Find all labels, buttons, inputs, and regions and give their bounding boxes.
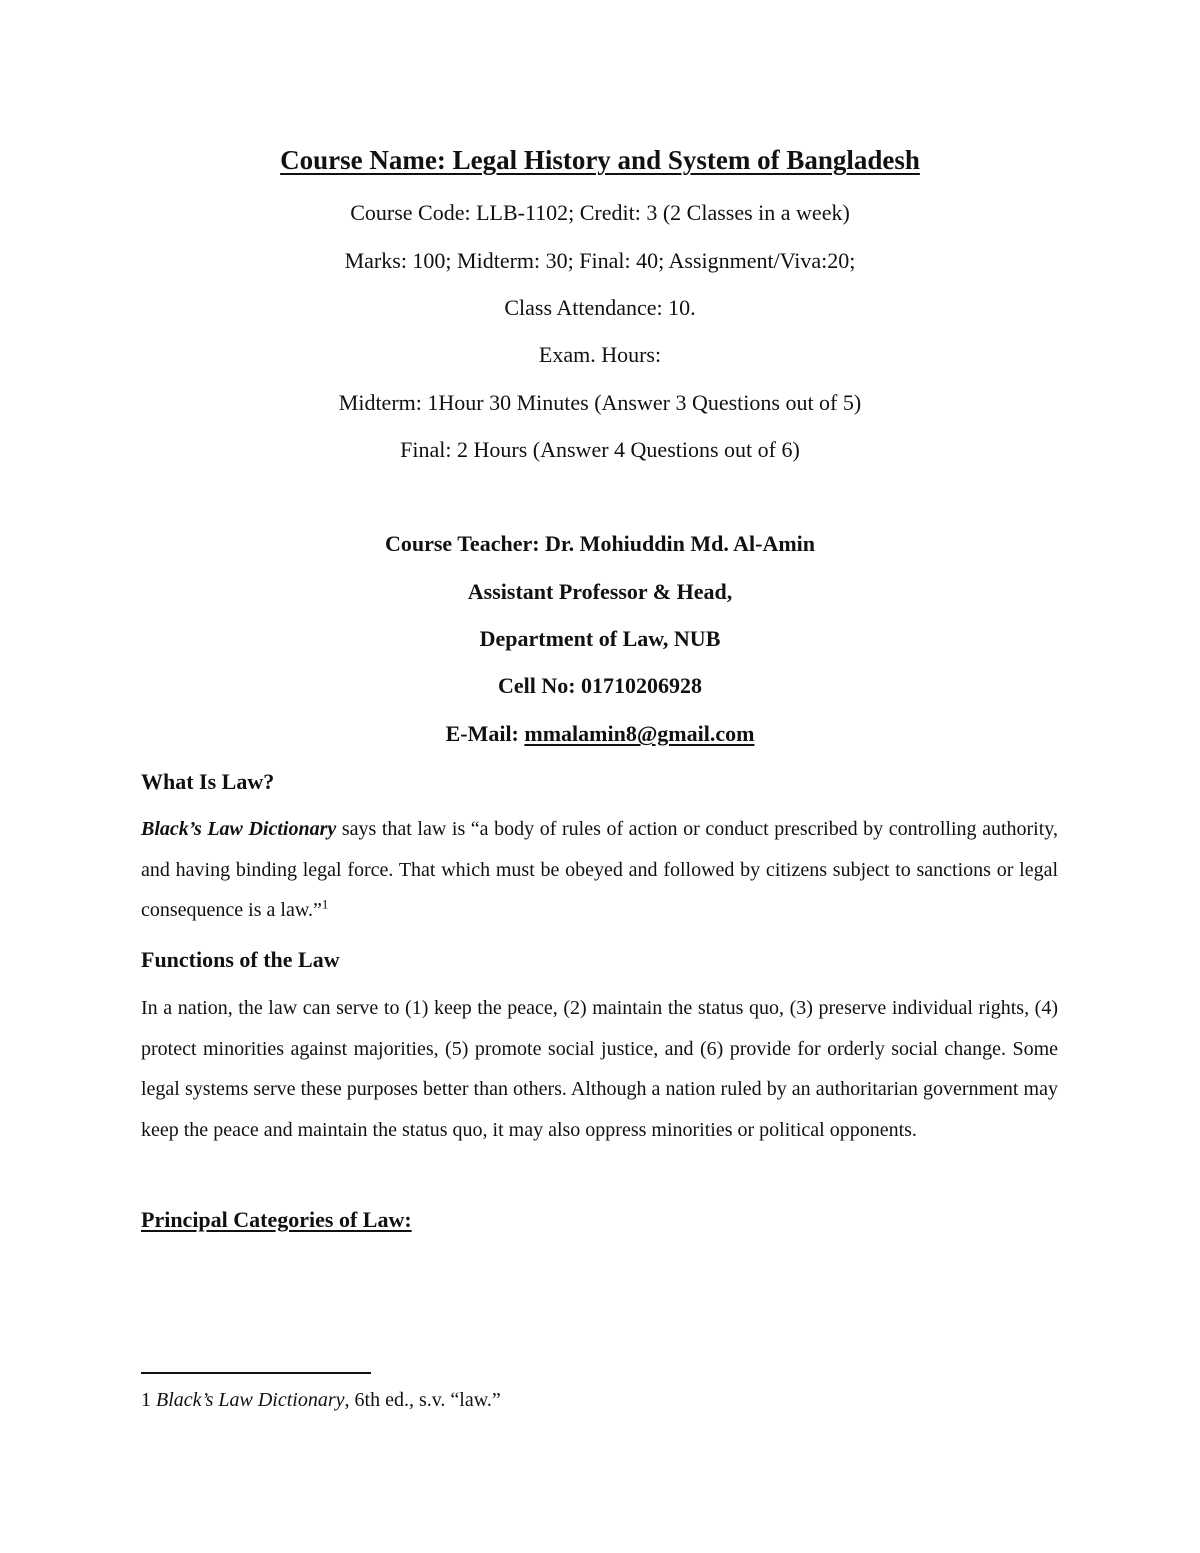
principal-categories-heading: Principal Categories of Law: [141, 1207, 412, 1232]
law-definition-text: says that law is “a body of rules of action or conduct prescribed by controlling authority, and having binding legal force. That which must be obeyed and followed by citizens subject to sanctions or legal consequence is a law.” [141, 818, 1058, 921]
midterm-hours-line: Midterm: 1Hour 30 Minutes (Answer 3 Questions out of 5) [338, 390, 862, 415]
email-label: E-Mail: [445, 721, 525, 746]
course-code-line: Course Code: LLB-1102; Credit: 3 (2 Classes in a week) [350, 200, 850, 225]
exam-hours-label: Exam. Hours: [538, 342, 662, 367]
what-is-law-heading: What Is Law? [141, 769, 275, 794]
teacher-position-line: Assistant Professor & Head, [467, 579, 733, 604]
footnote-reference[interactable]: 1 [321, 896, 329, 912]
footnote-source: Black’s Law Dictionary [156, 1389, 345, 1411]
footnote-details: , 6th ed., s.v. “law.” [344, 1389, 501, 1411]
department-line: Department of Law, NUB [479, 626, 721, 651]
functions-of-law-heading: Functions of the Law [141, 947, 340, 972]
email-link[interactable]: mmalamin8@gmail.com [524, 721, 755, 746]
footnote-divider [141, 1372, 371, 1374]
dictionary-source: Black’s Law Dictionary [141, 818, 337, 840]
final-hours-line: Final: 2 Hours (Answer 4 Questions out of 6) [400, 437, 800, 462]
marks-line: Marks: 100; Midterm: 30; Final: 40; Assignment/Viva:20; [344, 248, 856, 273]
course-title: Course Name: Legal History and System of Bangladesh [280, 145, 920, 175]
functions-of-law-paragraph: In a nation, the law can serve to (1) keep the peace, (2) maintain the status quo, (3) preserve individual rights, (4) protect minorities against majorities, (5) promote social justice, and (6) provide for orderly social change. Some legal systems serve these purposes better than others. Although a nation ruled by an authoritarian government may keep the peace and maintain the status quo, it may also oppress minorities or political opponents. [141, 997, 1058, 1141]
what-is-law-paragraph [141, 809, 1058, 931]
email-line [0, 720, 1200, 748]
footnote-number: 1 [141, 1389, 151, 1411]
footnote [141, 1386, 501, 1414]
cell-number-line: Cell No: 01710206928 [497, 673, 703, 698]
attendance-line: Class Attendance: 10. [504, 295, 696, 320]
course-teacher-line: Course Teacher: Dr. Mohiuddin Md. Al-Amin [384, 531, 816, 556]
